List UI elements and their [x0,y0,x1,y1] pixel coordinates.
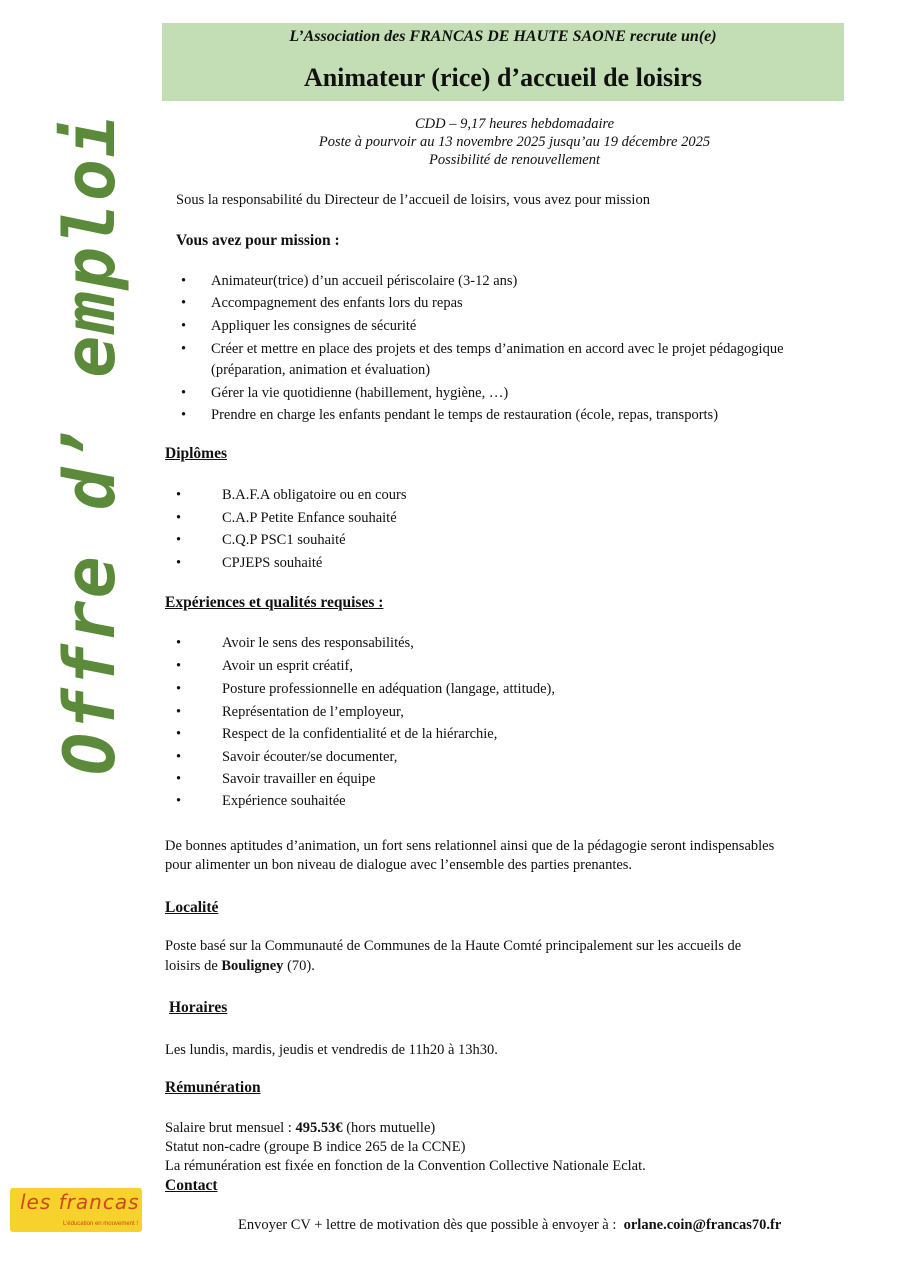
mission-heading: Vous avez pour mission : [176,232,340,249]
francas-logo [10,1188,142,1232]
salary-line: Salaire brut mensuel : 495.53€ (hors mutuelle) [165,1120,436,1136]
list-item: • Expérience souhaitée [176,793,346,809]
list-item: • Appliquer les consignes de sécurité [181,318,417,334]
statut-line: Statut non-cadre (groupe B indice 265 de la CCNE) [165,1139,466,1155]
header-band [162,23,844,101]
contract-period: Poste à pourvoir au 13 novembre 2025 jusqu’au 19 décembre 2025 [318,134,711,150]
list-item: • CPJEPS souhaité [176,555,323,571]
experiences-heading: Expériences et qualités requises : [165,594,384,611]
list-item: • Gérer la vie quotidienne (habillement, hygiène, …) [181,385,509,401]
logo-wordmark: les francas [20,1190,140,1214]
list-item: • Créer et mettre en place des projets et des temps d’animation en accord avec le projet pédagogique [181,341,784,357]
salary-amount: 495.53€ [295,1120,343,1136]
list-item: • Savoir travailler en équipe [176,771,376,787]
contract-type: CDD – 9,17 heures hebdomadaire [414,116,615,132]
aptitudes-line: De bonnes aptitudes d’animation, un fort sens relationnel ainsi que de la pédagogie seront indispensables [165,838,775,854]
convention-line: La rémunération est fixée en fonction de la Convention Collective Nationale Eclat. [165,1158,646,1174]
list-item: • Animateur(trice) d’un accueil périscolaire (3-12 ans) [181,273,518,289]
list-item: • B.A.F.A obligatoire ou en cours [176,487,407,503]
localite-heading: Localité [165,899,219,916]
contact-email[interactable]: orlane.coin@francas70.fr [623,1217,782,1233]
intro-text: Sous la responsabilité du Directeur de l’accueil de loisirs, vous avez pour mission [176,192,650,208]
aptitudes-line: pour alimenter un bon niveau de dialogue avec l’ensemble des parties prenantes. [165,857,633,873]
contact-line: Envoyer CV + lettre de motivation dès que possible à envoyer à : orlane.coin@francas70.fr [238,1217,782,1233]
horaires-heading: Horaires [169,999,228,1016]
localite-line: loisirs de Bouligney (70). [165,958,315,974]
list-item: • Avoir un esprit créatif, [176,658,353,674]
list-item: • C.A.P Petite Enfance souhaité [176,510,397,526]
horaires-text: Les lundis, mardis, jeudis et vendredis de 11h20 à 13h30. [165,1042,498,1058]
list-item-continuation: (préparation, animation et évaluation) [211,362,431,378]
list-item: • C.Q.P PSC1 souhaité [176,532,346,548]
vertical-title: Offre d’ emploi [49,112,131,775]
localite-line: Poste basé sur la Communauté de Communes de la Haute Comté principalement sur les accueils de [165,938,742,954]
remuneration-heading: Rémunération [165,1079,261,1096]
town-name: Bouligney [221,958,284,974]
job-title: Animateur (rice) d’accueil de loisirs [303,63,703,92]
list-item: • Avoir le sens des responsabilités, [176,635,414,651]
renewal-note: Possibilité de renouvellement [429,152,600,168]
list-item: • Respect de la confidentialité et de la hiérarchie, [176,726,498,742]
list-item: • Représentation de l’employeur, [176,704,404,720]
list-item: • Accompagnement des enfants lors du repas [181,295,463,311]
recruiter-line: L’Association des FRANCAS DE HAUTE SAONE recrute un(e) [289,28,717,45]
contact-heading: Contact [165,1177,218,1194]
list-item: • Savoir écouter/se documenter, [176,749,398,765]
list-item: • Prendre en charge les enfants pendant le temps de restauration (école, repas, transports) [181,407,719,423]
logo-tagline: L’éducation en mouvement ! [62,1221,138,1227]
list-item: • Posture professionnelle en adéquation (langage, attitude), [176,681,555,697]
diplomes-heading: Diplômes [165,445,227,462]
